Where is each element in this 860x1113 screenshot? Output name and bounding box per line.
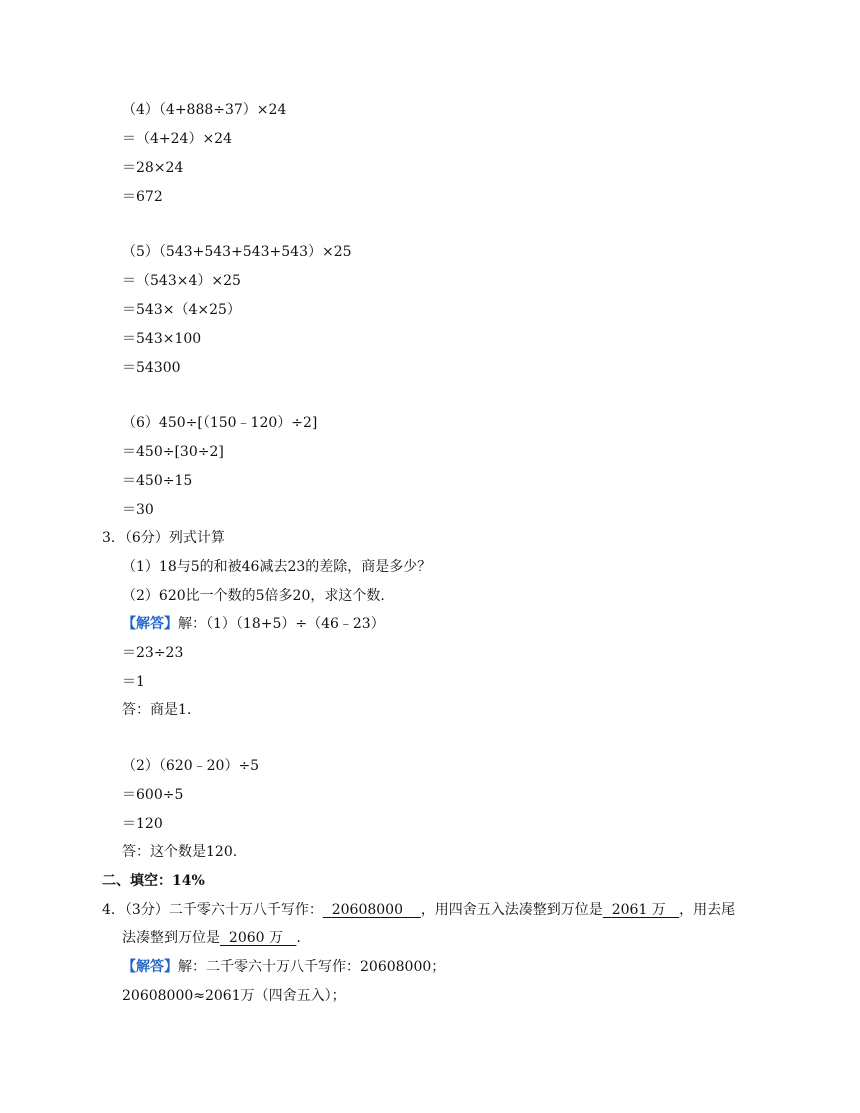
question-3-a2-step-1: ＝600÷5: [122, 787, 184, 803]
question-3-heading: 3．（6分）列式计算: [102, 530, 225, 546]
question-4-answer-line: [122, 958, 445, 976]
fill-blank-1: 20608000: [331, 902, 403, 918]
question-3-sub-2: （2）620比一个数的5倍多20，求这个数.: [122, 588, 385, 604]
fill-blank-2: 2061 万: [611, 902, 666, 918]
problem-4-step-1: ＝（4+24）×24: [122, 131, 232, 147]
question-3-a2-step-2: ＝120: [122, 816, 163, 832]
question-4-line-2: [122, 929, 301, 947]
question-3-a1-conclusion: 答：商是1.: [122, 702, 192, 718]
problem-6-step-3: ＝30: [122, 502, 154, 518]
question-3-sub-1: （1）18与5的和被46减去23的差除，商是多少？: [122, 559, 432, 575]
question-4-answer-line-1: 解：二千零六十万八千写作：20608000；: [178, 959, 446, 975]
problem-5-step-2: ＝543×（4×25）: [122, 302, 241, 318]
question-3-answer-start: 解：（1）（18+5）÷（46﹣23）: [178, 616, 385, 632]
problem-6-step-2: ＝450÷15: [122, 473, 193, 489]
question-3-a2-conclusion: 答：这个数是120.: [122, 844, 238, 860]
question-4-line-1: [102, 901, 735, 919]
section-2-heading: 二、填空：14%: [102, 873, 205, 889]
fill-blank-3: 2060 万: [228, 930, 283, 946]
problem-6-title: （6）450÷[（150﹣120）÷2]: [122, 415, 318, 431]
question-4-answer-line-2: 20608000≈2061万（四舍五入）；: [122, 988, 346, 1004]
question-3-a1-step-1: ＝23÷23: [122, 645, 184, 661]
question-4-part-3: ，用去尾: [679, 902, 736, 918]
problem-5-step-1: ＝（543×4）×25: [122, 273, 241, 289]
problem-4-title: （4）（4+888÷37）×24: [122, 102, 287, 118]
question-3-a1-step-2: ＝1: [122, 674, 145, 690]
question-4-part-1: 4．（3分）二千零六十万八千写作：: [102, 902, 323, 918]
problem-5-step-3: ＝543×100: [122, 331, 202, 347]
question-3-a2-title: （2）（620﹣20）÷5: [122, 758, 260, 774]
question-4-part-4: 法凑整到万位是: [122, 930, 220, 946]
problem-4-step-2: ＝28×24: [122, 160, 184, 176]
question-4-part-5: .: [296, 930, 301, 946]
answer-tag: 【解答】: [122, 959, 178, 975]
problem-5-step-4: ＝54300: [122, 360, 181, 376]
answer-tag: 【解答】: [122, 616, 178, 632]
question-3-answer-line: [122, 615, 385, 633]
problem-5-title: （5）（543+543+543+543）×25: [122, 244, 352, 260]
problem-6-step-1: ＝450÷[30÷2]: [122, 444, 224, 460]
problem-4-step-3: ＝672: [122, 189, 163, 205]
question-4-part-2: ，用四舍五入法凑整到万位是: [420, 902, 603, 918]
